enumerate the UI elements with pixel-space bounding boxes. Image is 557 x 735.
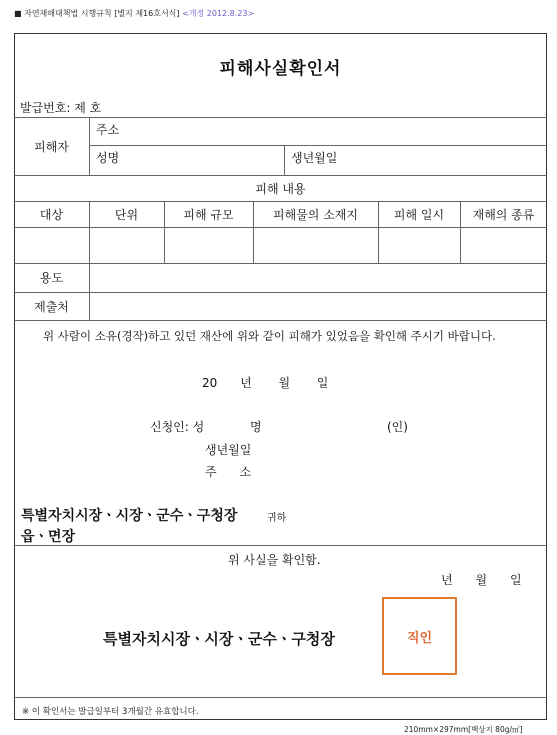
seal-mark: (인)	[387, 420, 408, 434]
address-label: 주소	[96, 123, 120, 137]
column-header: 피해 일시	[393, 207, 445, 222]
applicant-birth: 생년월일	[205, 443, 252, 457]
damage-section-title: 피해 내용	[255, 181, 306, 196]
column-header: 피해 규모	[183, 207, 234, 222]
divider	[14, 117, 547, 118]
divider	[284, 145, 285, 175]
divider	[14, 320, 547, 321]
divider	[14, 227, 547, 228]
issuing-official: 특별자치시장ㆍ시장ㆍ군수ㆍ구청장	[103, 630, 335, 648]
recipient-title-2: 읍ㆍ면장	[21, 529, 76, 545]
divider	[89, 145, 547, 146]
divider	[14, 545, 547, 546]
applicant-address: 주 소	[205, 465, 252, 479]
birth-label: 생년월일	[291, 151, 338, 165]
form-title: 피해사실확인서	[219, 59, 342, 79]
request-statement: 위 사람이 소유(경작)하고 있던 재산에 위와 같이 피해가 있었음을 확인해 주시기 바랍니다.	[43, 329, 496, 343]
column-header: 대상	[39, 207, 64, 222]
paper-size-note: 210mm×297mm[백상지 80g/㎡]	[404, 725, 523, 734]
stamp-label: 직인	[406, 630, 433, 646]
victim-label: 피해자	[34, 139, 69, 154]
divider	[89, 117, 90, 175]
divider	[14, 292, 547, 293]
issue-number: 발급번호: 제 호	[20, 101, 102, 115]
divider	[14, 697, 547, 698]
request-date: 20 년 월 일	[202, 376, 329, 390]
recipient-title: 특별자치시장ㆍ시장ㆍ군수ㆍ구청장	[21, 508, 238, 524]
official-stamp-box	[382, 597, 457, 675]
submit-to-label: 제출처	[34, 299, 69, 314]
usage-label: 용도	[39, 271, 64, 285]
revision-date: <개정 2012.8.23>	[182, 9, 255, 18]
name-label: 성명	[96, 151, 120, 165]
confirm-statement: 위 사실을 확인함.	[228, 553, 321, 567]
column-header: 재해의 종류	[472, 207, 535, 222]
divider	[14, 263, 547, 264]
column-header: 피해물의 소재지	[273, 207, 358, 222]
recipient-honorific: 귀하	[267, 513, 287, 524]
column-header: 단위	[114, 207, 139, 222]
confirm-date: 년 월 일	[441, 573, 522, 587]
divider	[89, 263, 90, 320]
applicant-name: 신청인: 성 명	[150, 420, 262, 434]
regulation-reference: ■ 자연재해대책법 시행규칙 [별지 제16호서식]	[14, 9, 180, 18]
validity-note: ※ 이 확인서는 발급일부터 3개월간 유효합니다.	[22, 707, 199, 717]
form-header-line	[14, 8, 254, 19]
